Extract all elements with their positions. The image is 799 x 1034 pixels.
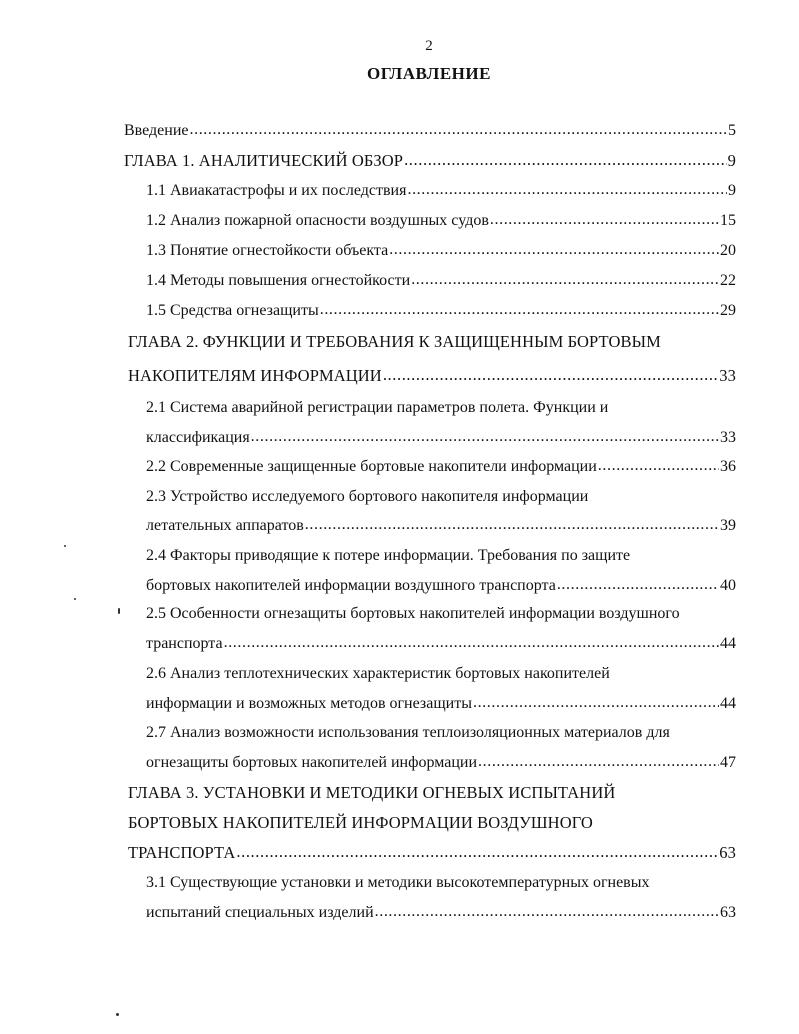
toc-entry-2-2: [146, 457, 736, 477]
toc-entry-text: 2.4 Факторы приводящие к потере информации. Требования по защите: [146, 547, 631, 564]
leader-dots: [411, 270, 719, 290]
toc-entry-text: 1.5 Средства огнезащиты: [146, 302, 319, 319]
toc-entry-chapter-3-line-2: [128, 813, 593, 833]
toc-entry-text: 2.6 Анализ теплотехнических характеристик бортовых накопителей: [146, 665, 610, 682]
leader-dots: [251, 427, 719, 447]
toc-entry-2-6: [146, 694, 736, 714]
toc-entry-3-1-line-1: [146, 873, 649, 893]
toc-entry-text: 1.4 Методы повышения огнестойкости: [146, 272, 411, 289]
toc-entry-page: 20: [720, 242, 736, 259]
toc-entry-2-6-line-1: [146, 664, 610, 684]
toc-entry-1-4: [146, 271, 736, 291]
toc-entry-text: транспорта: [146, 635, 223, 652]
toc-entry-2-3-line-1: [146, 487, 588, 507]
toc-entry-2-7: [146, 753, 736, 773]
leader-dots: [557, 575, 719, 595]
toc-entry-page: 44: [720, 695, 736, 712]
toc-entry-page: 22: [720, 272, 736, 289]
toc-entry-1-1: [146, 181, 736, 201]
toc-entry-page: 63: [719, 843, 736, 862]
leader-dots: [407, 180, 727, 200]
toc-entry-page: 29: [720, 302, 736, 319]
toc-entry-1-3: [146, 241, 736, 261]
toc-entry-page: 47: [720, 754, 736, 771]
toc-entry-page: 5: [728, 122, 736, 139]
toc-entry-text: классификация: [146, 429, 250, 446]
toc-entry-chapter-2-line-1: [128, 332, 661, 352]
toc-entry-page: 44: [720, 635, 736, 652]
page-number: 2: [425, 38, 433, 54]
toc-entry-text: 2.5 Особенности огнезащиты бортовых накопителей информации воздушного: [146, 605, 680, 622]
toc-entry-text: БОРТОВЫХ НАКОПИТЕЛЕЙ ИНФОРМАЦИИ ВОЗДУШНОГО: [128, 813, 593, 832]
leader-dots: [389, 240, 719, 260]
toc-entry-page: 39: [720, 517, 736, 534]
toc-entry-text: бортовых накопителей информации воздушного транспорта: [146, 577, 556, 594]
toc-entry-text: огнезащиты бортовых накопителей информации: [146, 754, 478, 771]
toc-entry-text: испытаний специальных изделий: [146, 904, 374, 921]
toc-entry-page: 9: [728, 182, 736, 199]
toc-entry-page: 36: [720, 458, 736, 475]
toc-entry-2-4: [146, 576, 736, 596]
scan-speck: [118, 608, 120, 614]
leader-dots: [598, 456, 719, 476]
toc-entry-1-5: [146, 301, 736, 321]
leader-dots: [305, 515, 719, 535]
leader-dots: [190, 120, 728, 140]
toc-entry-text: ТРАНСПОРТА: [128, 843, 236, 862]
toc-entry-chapter-2: [128, 366, 736, 386]
toc-entry-2-3: [146, 516, 736, 536]
toc-entry-text: летательных аппаратов: [146, 517, 304, 534]
scan-speck: [64, 545, 66, 547]
toc-entry-text: 2.3 Устройство исследуемого бортового накопителя информации: [146, 488, 589, 505]
toc-entry-text: 2.7 Анализ возможности использования теплоизоляционных материалов для: [146, 724, 670, 741]
toc-entry-page: 40: [720, 577, 736, 594]
toc-entry-chapter-3: [128, 843, 736, 863]
toc-entry-page: 33: [720, 429, 736, 446]
toc-title: ОГЛАВЛЕНИЕ: [367, 64, 491, 83]
leader-dots: [224, 633, 719, 653]
toc-entry-2-5: [146, 634, 736, 654]
toc-entry-text: 1.3 Понятие огнестойкости объекта: [146, 242, 389, 259]
toc-entry-2-1: [146, 428, 736, 448]
toc-entry-text: 2.2 Современные защищенные бортовые накопители информации: [146, 458, 597, 475]
toc-entry-chapter-3-line-1: [128, 783, 615, 803]
leader-dots: [490, 210, 719, 230]
toc-entry-text: 2.1 Система аварийной регистрации параметров полета. Функции и: [146, 399, 609, 416]
toc-entry-2-5-line-1: [146, 604, 680, 624]
leader-dots: [473, 693, 719, 713]
toc-entry-text: информации и возможных методов огнезащиты: [146, 695, 472, 712]
toc-entry-text: 1.1 Авиакатастрофы и их последствия: [146, 182, 407, 199]
leader-dots: [320, 300, 719, 320]
leader-dots: [404, 150, 727, 170]
toc-entry-text: ГЛАВА 1. АНАЛИТИЧЕСКИЙ ОБЗОР: [124, 151, 404, 170]
toc-entry-3-1: [146, 903, 736, 923]
toc-entry-page: 15: [720, 212, 736, 229]
toc-entry-text: НАКОПИТЕЛЯМ ИНФОРМАЦИИ: [128, 366, 382, 385]
toc-entry-chapter-1: [124, 151, 736, 171]
toc-entry-page: 33: [719, 366, 736, 385]
toc-entry-2-7-line-1: [146, 723, 670, 743]
toc-entry-text: 1.2 Анализ пожарной опасности воздушных судов: [146, 212, 489, 229]
toc-entry-2-4-line-1: [146, 546, 630, 566]
scan-speck: [74, 598, 76, 600]
toc-entry-text: 3.1 Существующие установки и методики высокотемпературных огневых: [146, 874, 650, 891]
toc-entry-page: 63: [720, 904, 736, 921]
toc-entry-page: 9: [727, 151, 736, 170]
leader-dots: [478, 752, 719, 772]
leader-dots: [383, 365, 718, 385]
toc-entry-text: Введение: [124, 122, 189, 139]
toc-entry-2-1-line-1: [146, 398, 608, 418]
leader-dots: [236, 842, 718, 862]
toc-entry-text: ГЛАВА 2. ФУНКЦИИ И ТРЕБОВАНИЯ К ЗАЩИЩЕННЫМ БОРТОВЫМ: [128, 332, 661, 351]
toc-entry-text: ГЛАВА 3. УСТАНОВКИ И МЕТОДИКИ ОГНЕВЫХ ИСПЫТАНИЙ: [128, 783, 616, 802]
toc-entry-1-2: [146, 211, 736, 231]
leader-dots: [375, 902, 719, 922]
toc-entry-intro: [124, 121, 736, 141]
scan-speck: [116, 1013, 119, 1016]
